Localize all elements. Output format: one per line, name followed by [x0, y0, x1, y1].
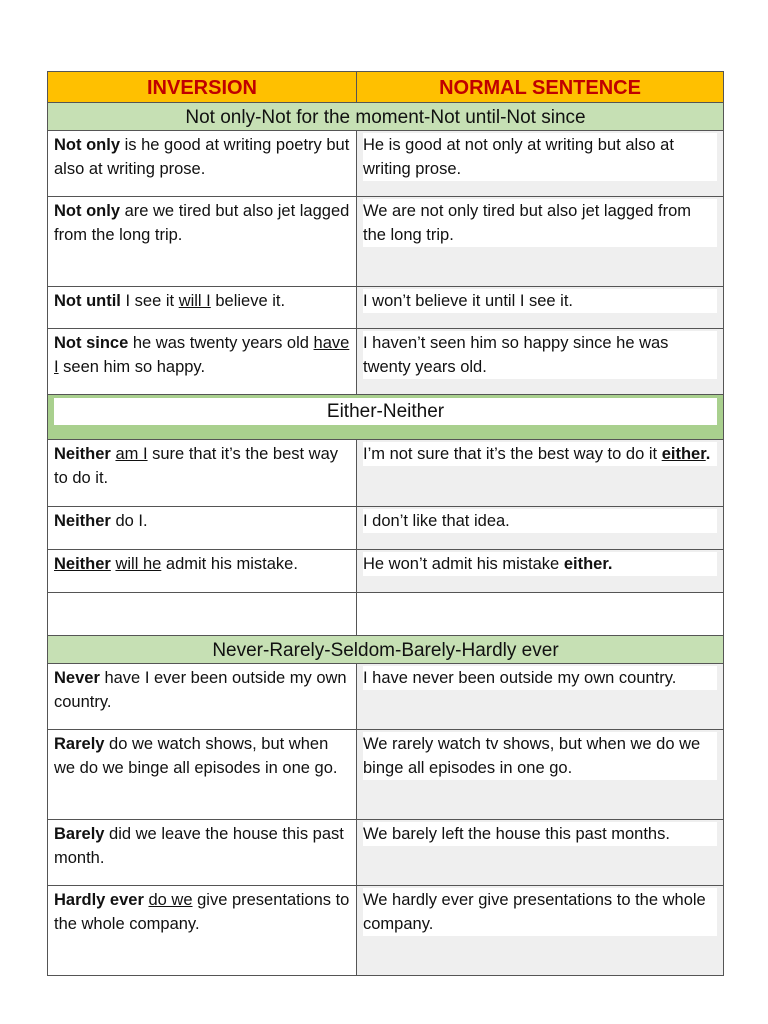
inversion-cell — [48, 131, 357, 197]
header-row — [48, 72, 724, 103]
sentence-text: give presentations to the whole company. — [54, 891, 350, 933]
inversion-cell — [48, 886, 357, 976]
sentence-text: do I. — [110, 512, 148, 530]
sentence-text: admit his mistake. — [161, 555, 298, 573]
keyword-bold-underlined: either — [661, 445, 706, 463]
table-row — [48, 131, 724, 197]
keyword-bold: Not until — [54, 292, 121, 310]
inversion-cell — [48, 820, 357, 886]
sentence-text: I’m not sure that it’s the best way to do it — [363, 445, 662, 463]
keyword-bold: Not since — [54, 334, 129, 352]
normal-text: We rarely watch tv shows, but when we do we binge all episodes in one go. — [363, 732, 717, 780]
sentence-text: did we leave the house this past month. — [54, 825, 344, 867]
inversion-cell — [48, 730, 357, 820]
keyword-bold-underlined: Neither — [54, 555, 111, 573]
header-inversion: INVERSION — [48, 72, 357, 103]
sentence-text: believe it. — [210, 292, 286, 310]
table-row — [48, 550, 724, 593]
table-row — [48, 820, 724, 886]
inversion-cell — [48, 664, 357, 730]
sentence-text: do we watch shows, but when we do we binge all episodes in one go. — [54, 735, 338, 777]
normal-cell — [357, 440, 724, 507]
section-title: Not only-Not for the moment-Not until-Not since — [48, 103, 724, 131]
table-row — [48, 886, 724, 976]
keyword-underlined: will he — [115, 555, 162, 573]
normal-cell — [357, 131, 724, 197]
normal-cell — [357, 886, 724, 976]
inversion-cell — [48, 550, 357, 593]
keyword-bold: Never — [54, 669, 100, 687]
normal-text: I don’t like that idea. — [363, 509, 717, 533]
normal-cell — [357, 507, 724, 550]
keyword-underlined: do we — [148, 891, 193, 909]
normal-cell — [357, 664, 724, 730]
table-row — [48, 329, 724, 395]
sentence-text: are we tired but also jet lagged from the long trip. — [54, 202, 350, 244]
table-row — [48, 730, 724, 820]
normal-text: I haven’t seen him so happy since he was twenty years old. — [363, 331, 717, 379]
sentence-text: have I ever been outside my own country. — [54, 669, 347, 711]
inversion-table — [47, 71, 724, 976]
normal-cell — [357, 197, 724, 287]
inversion-cell — [48, 197, 357, 287]
section-header-not-only — [48, 103, 724, 131]
sentence-text: he was twenty years old — [128, 334, 314, 352]
normal-cell — [357, 820, 724, 886]
normal-cell — [357, 550, 724, 593]
section-title: Either-Neither — [54, 398, 717, 425]
keyword-bold: Rarely — [54, 735, 105, 753]
keyword-bold: Neither — [54, 512, 111, 530]
keyword-bold: . — [705, 445, 711, 463]
normal-text — [363, 552, 717, 576]
inversion-cell — [48, 287, 357, 329]
table-row — [48, 440, 724, 507]
sentence-text: sure that it’s the best way to do it. — [54, 445, 339, 487]
table-row — [48, 507, 724, 550]
table-row — [48, 287, 724, 329]
sentence-text: is he good at writing poetry but also at writing prose. — [54, 136, 350, 178]
keyword-bold: Not only — [54, 136, 120, 154]
sentence-text: seen him so happy. — [58, 358, 206, 376]
section-header-never-rarely — [48, 636, 724, 664]
normal-text: We are not only tired but also jet lagged from the long trip. — [363, 199, 717, 247]
keyword-bold: Neither — [54, 445, 111, 463]
normal-text: I won’t believe it until I see it. — [363, 289, 717, 313]
keyword-underlined: will I — [178, 292, 211, 310]
normal-text: We hardly ever give presentations to the whole company. — [363, 888, 717, 936]
keyword-bold: either. — [563, 555, 613, 573]
inversion-cell — [48, 507, 357, 550]
keyword-bold: Not only — [54, 202, 120, 220]
table-row — [48, 197, 724, 287]
header-normal-sentence: NORMAL SENTENCE — [357, 72, 724, 103]
normal-text: We barely left the house this past months. — [363, 822, 717, 846]
keyword-bold: Barely — [54, 825, 105, 843]
empty-row — [48, 593, 724, 636]
keyword-underlined: have I — [54, 334, 350, 376]
keyword-underlined: am I — [115, 445, 148, 463]
normal-text: He is good at not only at writing but also at writing prose. — [363, 133, 717, 181]
table-row — [48, 664, 724, 730]
section-title: Never-Rarely-Seldom-Barely-Hardly ever — [48, 636, 724, 664]
inversion-cell — [48, 329, 357, 395]
normal-cell — [357, 287, 724, 329]
sentence-text: I see it — [120, 292, 179, 310]
sentence-text: He won’t admit his mistake — [363, 555, 564, 573]
inversion-cell — [48, 440, 357, 507]
keyword-bold: Hardly ever — [54, 891, 144, 909]
normal-text: I have never been outside my own country. — [363, 666, 717, 690]
normal-text — [363, 442, 717, 466]
normal-cell — [357, 730, 724, 820]
normal-cell — [357, 329, 724, 395]
empty-cell — [357, 593, 724, 636]
empty-cell — [48, 593, 357, 636]
section-header-either-neither — [48, 395, 724, 440]
